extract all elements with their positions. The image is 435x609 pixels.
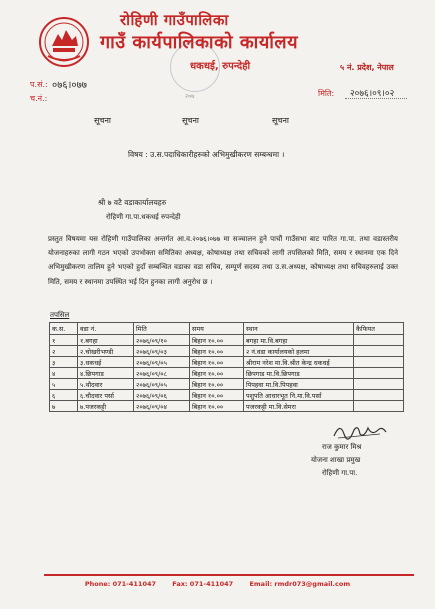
cell-date: २०७६/०९/०६ — [134, 390, 190, 401]
table-row — [50, 346, 404, 357]
cell-date: २०७६/०९/१० — [134, 335, 190, 346]
cell-time: बिहान १०.०० — [190, 368, 244, 379]
table-row — [50, 335, 404, 346]
header-date: मिति — [134, 323, 190, 335]
signatory-name: राज कुमार मिश्र — [322, 443, 362, 451]
footer-fax: Fax: 071-411047 — [172, 580, 234, 588]
date-value: २०७६।०९।०२ — [350, 89, 395, 99]
footer-contact — [0, 580, 435, 588]
header-venue: स्थान — [244, 323, 354, 335]
table-row — [50, 368, 404, 379]
cell-serial: ३ — [50, 357, 78, 368]
reference-value: ०७६।०७७ — [52, 80, 87, 91]
recipient-line-1: श्री ७ वटै वडाकार्यालयहरु — [98, 198, 167, 207]
cell-time: बिहान १०.०० — [190, 357, 244, 368]
annex-title: तपसिल — [50, 311, 70, 319]
cell-remarks — [354, 401, 404, 412]
cell-date: २०७६/०९/०४ — [134, 401, 190, 412]
table-header-row — [50, 323, 404, 335]
cell-ward: ३.धकधई — [78, 357, 134, 368]
footer-divider — [44, 574, 414, 576]
header-ward: वडा नं. — [78, 323, 134, 335]
cell-date: २०७६/०९/०३ — [134, 346, 190, 357]
signatory-office: रोहिणी गा.पा. — [322, 469, 358, 477]
letter-body: प्रस्तुत विषयमा यस रोहिणी गाउँपालिका अन्तर्गत आ.व.२०७६।०७७ मा सञ्चालन हुने पाचौं गाउँसभा बाट पारित गा.पा. तथा वडास्तरीय योजनाहरुका लागी गठन भएको उपभोक्ता समितिका अध्यक्ष, कोषाध्यक्ष तथा सचिवको लागी तपसिलको मिति, समय र स्थानमा एक दिने अभिमुखीकरण तालिम हुने भएको हुदाँ सम्बन्धित वडाका वडा सचिव, सम्पूर्ण सदस्य तथा उ.स.अध्यक्ष, कोषाध्यक्ष तथा सचिवहरुलाई उक्त मिति, समय र स्थानमा उपस्थित भई दिन हुनका लागी अनुरोध छ । — [48, 235, 398, 286]
cell-date: २०७६/०९/०५ — [134, 357, 190, 368]
cell-ward: १.बगहा — [78, 335, 134, 346]
table-row — [50, 379, 404, 390]
cell-ward: ७.पजरकट्टी — [78, 401, 134, 412]
cell-time: बिहान १०.०० — [190, 335, 244, 346]
cell-serial: ६ — [50, 390, 78, 401]
office-address: धकधई, रुपन्देही — [190, 61, 251, 72]
footer-email: Email: rmdr073@gmail.com — [249, 580, 351, 588]
cell-remarks — [354, 379, 404, 390]
cell-venue: श्रीराम नरेश मा.वि.श्रीत केन्द्र धकधई — [244, 357, 354, 368]
cell-ward: ४.छिपगाड — [78, 368, 134, 379]
office-name: रोहिणी गाउँपालिका — [120, 11, 229, 29]
cell-venue: छिपगाड मा.वि.छिपगाड — [244, 368, 354, 379]
reference-label: प.सं.: — [30, 80, 48, 89]
signatory-role: योजना शाखा प्रमुख — [311, 456, 361, 464]
schedule-table — [49, 322, 404, 412]
footer-phone: Phone: 071-411047 — [84, 580, 157, 588]
cell-time: बिहान १०.०० — [190, 401, 244, 412]
cell-venue: पजरकट्टी मा.वि.सेमरा — [244, 401, 354, 412]
cell-ward: २.चोखरीभण्डी — [78, 346, 134, 357]
cell-venue: पशुपति आधारभूत नि.मा.वि.पर्सा — [244, 390, 354, 401]
cell-remarks — [354, 346, 404, 357]
nepal-emblem-icon — [38, 16, 90, 68]
notice-heading-2: सूचना — [182, 116, 199, 125]
cell-serial: ७ — [50, 401, 78, 412]
cell-ward: ५.थौदवार — [78, 379, 134, 390]
stamp-text: २०७ — [185, 93, 195, 100]
cell-time: बिहान १०.०० — [190, 346, 244, 357]
recipient-line-2: रोहिणी गा.पा.धकधई रुपन्देही — [106, 213, 181, 221]
signature-scribble — [330, 420, 390, 442]
header-serial: क.स. — [50, 323, 78, 335]
cell-remarks — [354, 335, 404, 346]
header-time: समय — [190, 323, 244, 335]
table-row — [50, 390, 404, 401]
cell-venue: पिपहवा मा.वि.पिपहवा — [244, 379, 354, 390]
cell-date: २०७६/०९/०५ — [134, 379, 190, 390]
notice-heading-3: सूचना — [272, 116, 289, 125]
cell-remarks — [354, 357, 404, 368]
cell-remarks — [354, 390, 404, 401]
date-label: मिति: — [318, 89, 335, 98]
cell-time: बिहान १०.०० — [190, 379, 244, 390]
header-remarks: कैफियत — [354, 323, 404, 335]
office-title: गाउँ कार्यपालिकाको कार्यालय — [100, 32, 299, 53]
table-row — [50, 357, 404, 368]
dispatch-number-label: च.नं.: — [30, 94, 48, 103]
cell-time: बिहान १०.०० — [190, 390, 244, 401]
table-row — [50, 401, 404, 412]
cell-serial: ४ — [50, 368, 78, 379]
cell-serial: १ — [50, 335, 78, 346]
cell-venue: बगहा मा.वि.बगहा — [244, 335, 354, 346]
cell-serial: २ — [50, 346, 78, 357]
notice-heading-1: सूचना — [94, 116, 111, 125]
cell-serial: ५ — [50, 379, 78, 390]
cell-remarks — [354, 368, 404, 379]
cell-venue: २ नं.वडा कार्यालयको हलमा — [244, 346, 354, 357]
cell-ward: ६.चौदवार पर्सा — [78, 390, 134, 401]
cell-date: २०७६/०९/०८ — [134, 368, 190, 379]
province-label: ५ नं. प्रदेश, नेपाल — [340, 63, 394, 72]
date-underline — [345, 98, 407, 99]
subject-line: विषय : उ.स.पदाधिकारीहरुको अभिमुखीकरण सम्बन्धमा । — [128, 150, 285, 159]
